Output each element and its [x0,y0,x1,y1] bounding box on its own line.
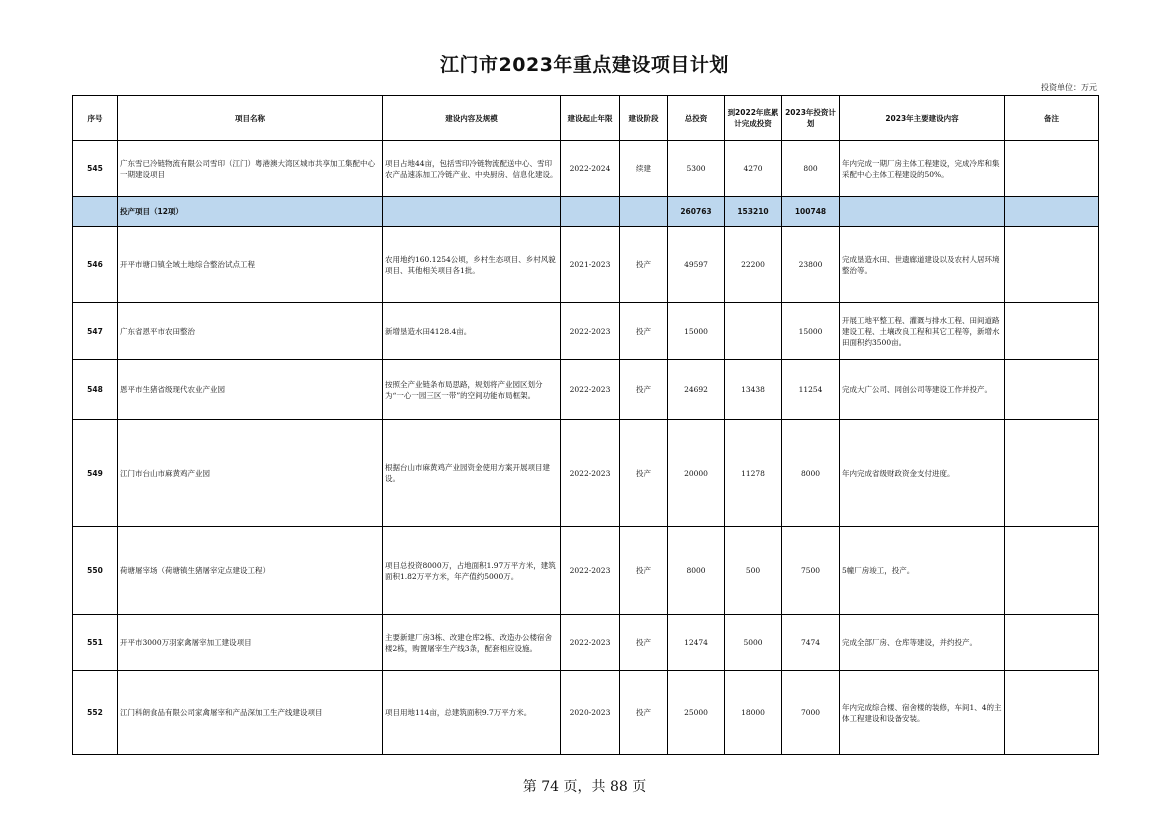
col-header-years: 建设起止年限 [561,96,620,141]
cell-main2023: 年内完成一期厂房主体工程建设，完成冷库和集采配中心主体工程建设的50%。 [840,141,1005,197]
cell-content: 项目占地44亩，包括雪印冷链物流配送中心、雪印农产品速冻加工冷链产业、中央厨房、信息化建设。 [383,141,561,197]
col-header-content: 建设内容及规模 [383,96,561,141]
cell-note [1005,303,1099,360]
cell-seq: 551 [73,615,118,671]
cell-name: 荷塘屠宰场（荷塘镇生猪屠宰定点建设工程） [118,527,383,615]
cell-seq [73,197,118,227]
cell-years: 2022-2023 [561,615,620,671]
cell-content: 农用地约160.1254公顷，乡村生态项目、乡村风貌项目、其他相关项目各1批。 [383,227,561,303]
cell-total: 5300 [668,141,725,197]
page-number: 第 74 页，共 88 页 [522,779,647,795]
cell-content: 项目总投资8000万，占地面积1.97万平方米，建筑面积1.82万平方米，年产值约5000万。 [383,527,561,615]
cell-name: 广东省恩平市农田整治 [118,303,383,360]
cell-main2023: 完成垦造水田、世遗廊道建设以及农村人居环境整治等。 [840,227,1005,303]
cell-note [1005,527,1099,615]
cell-content: 按照全产业链条布局思路，规划将产业园区划分为“一心一园三区一带”的空间功能布局框架。 [383,360,561,420]
table-row [73,227,1099,303]
cell-total: 24692 [668,360,725,420]
cell-years: 2020-2023 [561,671,620,755]
cell-plan2023: 7474 [782,615,840,671]
cell-seq: 547 [73,303,118,360]
table-row [73,671,1099,755]
col-header-name: 项目名称 [118,96,383,141]
cell-stage: 投产 [620,671,668,755]
cell-years [561,197,620,227]
cell-content [383,197,561,227]
cell-plan2023: 8000 [782,420,840,527]
cell-seq: 549 [73,420,118,527]
cell-done2022: 11278 [725,420,782,527]
cell-done2022: 18000 [725,671,782,755]
cell-main2023: 完成全部厂房、仓库等建设，并约投产。 [840,615,1005,671]
cell-note [1005,197,1099,227]
cell-content: 项目用地114亩，总建筑面积9.7万平方米。 [383,671,561,755]
cell-name: 恩平市生猪省级现代农业产业园 [118,360,383,420]
col-header-stage: 建设阶段 [620,96,668,141]
cell-done2022: 4270 [725,141,782,197]
cell-stage [620,197,668,227]
cell-done2022: 22200 [725,227,782,303]
col-header-seq: 序号 [73,96,118,141]
cell-name: 开平市塘口镇全域土地综合整治试点工程 [118,227,383,303]
table-row [73,615,1099,671]
cell-name: 开平市3000万羽家禽屠宰加工建设项目 [118,615,383,671]
project-table [72,95,1099,755]
cell-done2022: 500 [725,527,782,615]
cell-years: 2022-2023 [561,420,620,527]
cell-plan2023: 100748 [782,197,840,227]
unit-note: 投资单位：万元 [1041,83,1097,92]
cell-note [1005,671,1099,755]
cell-done2022 [725,303,782,360]
cell-stage: 续建 [620,141,668,197]
table-header-row [73,96,1099,141]
cell-seq: 550 [73,527,118,615]
cell-stage: 投产 [620,360,668,420]
cell-main2023 [840,197,1005,227]
cell-main2023: 年内完成综合楼、宿舍楼的装修，车间1、4的主体工程建设和设备安装。 [840,671,1005,755]
cell-total: 12474 [668,615,725,671]
col-header-note: 备注 [1005,96,1099,141]
cell-total: 25000 [668,671,725,755]
table-row [73,141,1099,197]
cell-stage: 投产 [620,303,668,360]
cell-content: 根据台山市麻黄鸡产业园资金使用方案开展项目建设。 [383,420,561,527]
col-header-main2023: 2023年主要建设内容 [840,96,1005,141]
cell-name: 江门市台山市麻黄鸡产业园 [118,420,383,527]
cell-total: 20000 [668,420,725,527]
cell-main2023: 完成大广公司、同创公司等建设工作并投产。 [840,360,1005,420]
cell-done2022: 5000 [725,615,782,671]
cell-plan2023: 23800 [782,227,840,303]
cell-total: 49597 [668,227,725,303]
page-title: 江门市2023年重点建设项目计划 [440,54,729,76]
cell-stage: 投产 [620,227,668,303]
cell-years: 2022-2023 [561,303,620,360]
cell-done2022: 13438 [725,360,782,420]
cell-done2022: 153210 [725,197,782,227]
cell-stage: 投产 [620,615,668,671]
cell-note [1005,420,1099,527]
cell-years: 2022-2023 [561,360,620,420]
cell-main2023: 开展工地平整工程、灌溉与排水工程、田间道路建设工程、土壤改良工程和其它工程等，新增水田面积约3500亩。 [840,303,1005,360]
cell-note [1005,227,1099,303]
col-header-done2022: 到2022年底累计完成投资 [725,96,782,141]
cell-note [1005,141,1099,197]
cell-seq: 552 [73,671,118,755]
cell-seq: 546 [73,227,118,303]
cell-plan2023: 7000 [782,671,840,755]
cell-total: 15000 [668,303,725,360]
cell-plan2023: 7500 [782,527,840,615]
col-header-plan2023: 2023年投资计划 [782,96,840,141]
cell-years: 2022-2024 [561,141,620,197]
cell-total: 260763 [668,197,725,227]
cell-content: 主要新建厂房3栋、改建仓库2栋、改造办公楼宿舍楼2栋，购置屠宰生产线3条，配套相应设施。 [383,615,561,671]
table-row [73,527,1099,615]
cell-plan2023: 800 [782,141,840,197]
cell-name: 投产项目（12项） [118,197,383,227]
cell-seq: 548 [73,360,118,420]
cell-stage: 投产 [620,420,668,527]
cell-total: 8000 [668,527,725,615]
cell-main2023: 年内完成省级财政资金支付进度。 [840,420,1005,527]
cell-name: 广东雪已冷链物流有限公司雪印（江门）粤港澳大湾区城市共享加工集配中心一期建设项目 [118,141,383,197]
cell-plan2023: 11254 [782,360,840,420]
cell-plan2023: 15000 [782,303,840,360]
table-row [73,420,1099,527]
col-header-total: 总投资 [668,96,725,141]
cell-main2023: 5幢厂房竣工，投产。 [840,527,1005,615]
cell-stage: 投产 [620,527,668,615]
table-row [73,303,1099,360]
subtotal-row [73,197,1099,227]
cell-note [1005,360,1099,420]
table-row [73,360,1099,420]
cell-years: 2021-2023 [561,227,620,303]
cell-seq: 545 [73,141,118,197]
cell-note [1005,615,1099,671]
cell-name: 江门科朗食品有限公司家禽屠宰和产品深加工生产线建设项目 [118,671,383,755]
cell-years: 2022-2023 [561,527,620,615]
cell-content: 新增垦造水田4128.4亩。 [383,303,561,360]
